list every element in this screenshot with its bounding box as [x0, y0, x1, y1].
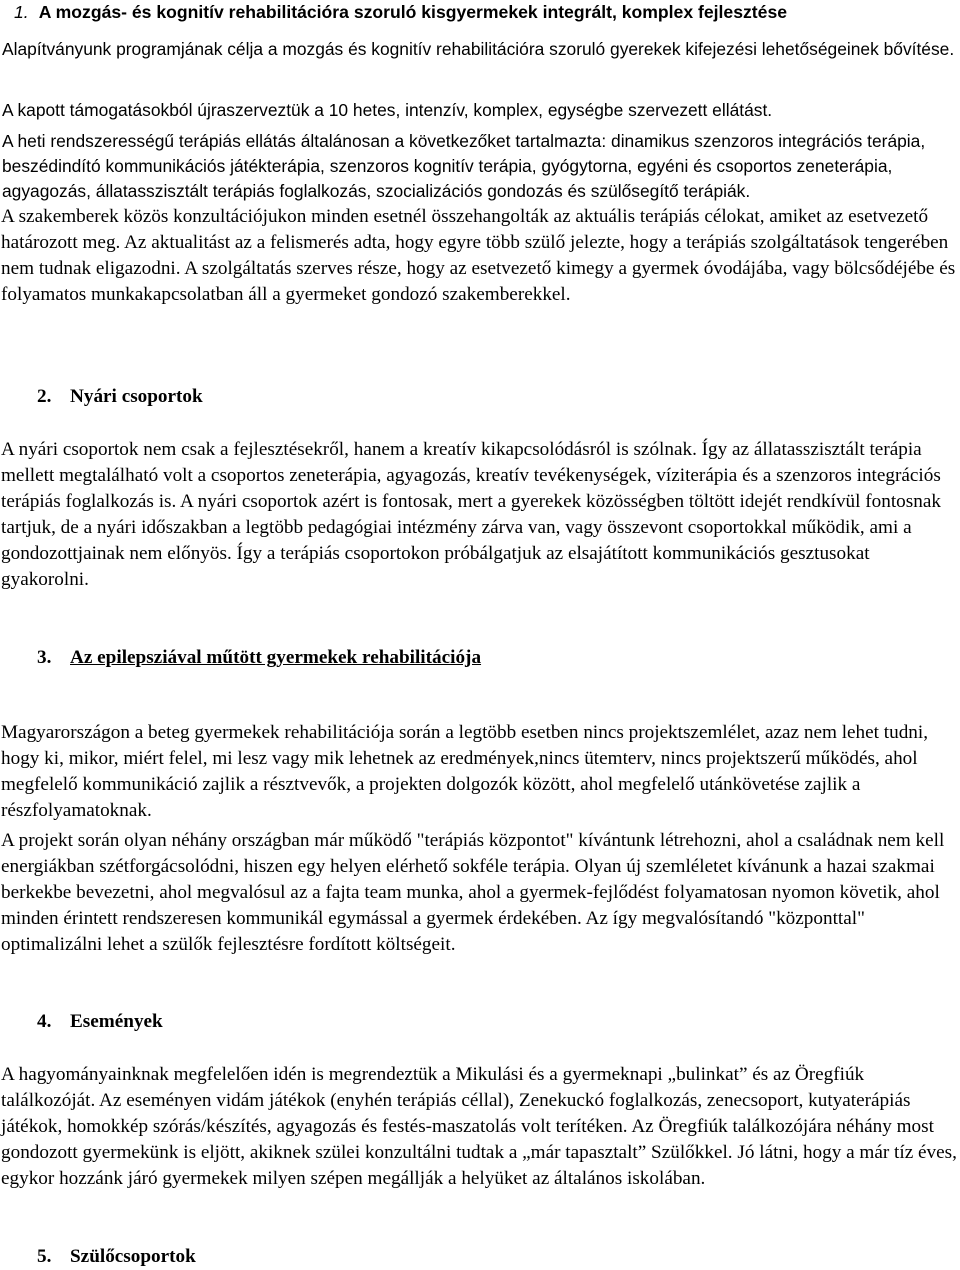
section-3-body-a: Magyarországon a beteg gyermekek rehabilitációja során a legtöbb esetben nincs projektszemlélet, azaz nem lehet tudni, hogy ki, mikor, miért felel, mi lesz vagy mik lehetnek az eredmények,nincs ütemterv, nincs projektszerű működés, ahol megfelelő kommunikáció zajlik a résztvevők, a projekten dolgozók között, ahol megfelelő utánkövetése zajlik a részfolyamatoknak. [1, 722, 929, 821]
section-1-heading [14, 0, 958, 25]
section-3-title: Az epilepsziával műtött gyermekek rehabilitációja [70, 647, 482, 668]
section-4-number: 4. [37, 1011, 52, 1032]
section-1-paragraph-b [2, 129, 958, 204]
section-1-paragraph-a: A kapott támogatásokból újraszerveztük a 10 hetes, intenzív, komplex, egységbe szervezett ellátást. [2, 100, 773, 120]
section-2-number: 2. [37, 386, 52, 407]
section-1-paragraph-b-text: A heti rendszerességű terápiás ellátás általánosan a következőket tartalmazta: dinamikus szenzoros integrációs terápia, beszédindító kommunikációs játékterápia, szenzoros kognitív terápia, gyógytorna, egyéni és csoportos zeneterápia, agyagozás, állatasszisztált terápiás foglalkozás, szocializációs gondozás és szülősegítő terápiák. [2, 131, 926, 201]
section-3-number: 3. [37, 647, 52, 668]
section-1-title: A mozgás- és kognitív rehabilitációra szoruló kisgyermekek integrált, komplex fejlesztése [38, 2, 788, 22]
section-4-heading [37, 1009, 163, 1035]
section-1-intro: Alapítványunk programjának célja a mozgás és kognitív rehabilitációra szoruló gyerekek kifejezési lehetőségeinek bővítése. [2, 39, 955, 59]
section-4-title: Események [70, 1011, 163, 1032]
section-2-title: Nyári csoportok [70, 386, 203, 407]
section-3-body-b: A projekt során olyan néhány országban már működő "terápiás központot" kívántunk létrehozni, ahol a családnak nem kell energiákban szétforgácsolódni, hiszen egy helyen elérhető sokféle terápia. Olyan új szemléletet kívánunk a hazai szakmai berkekbe bevezetni, ahol megvalósul az a fajta team munka, ahol a gyermek-fejlődést folyamatosan nyomon követik, ahol minden érintett rendszeresen kommunikál egymással a gyermek érdekében. Az így megvalósítandó "központtal" optimalizálni lehet a szülők fejlesztésre fordított költségeit. [1, 830, 945, 955]
section-1-paragraph-c: A szakemberek közös konzultációjukon minden esetnél összehangolták az aktuális terápiás célokat, amiket az esetvezető határozott meg. Az aktualitást az a felismerés adta, hogy egyre több szülő jelezte, hogy a terápiás szolgáltatások tengerében nem tudnak eligazodni. A szolgáltatás szerves része, hogy az esetvezető kimegy a gyermek óvodájába, vagy bölcsődéjébe és folyamatos munkakapcsolatban áll a gyermeket gondozó szakemberekkel. [1, 206, 956, 305]
section-5-title: Szülőcsoportok [70, 1246, 196, 1267]
section-5-heading [37, 1244, 196, 1270]
section-1-number: 1. [14, 2, 29, 22]
section-4-body: A hagyományainknak megfelelően idén is megrendeztük a Mikulási és a gyermeknapi „bulinkat” és az Öregfiúk találkozóját. Az eseményen vidám játékok (enyhén terápiás céllal), Zenekuckó foglalkozás, zenecsoport, kutyaterápiás játékok, homokkép szórás/készítés, agyagozás és festés-maszatolás volt terítéken. Az Öregfiúk találkozójára néhány most gondozott gyermekünk is eljött, akiknek szülei konzultálni tudtak a „már tapasztalt” Szülőkkel. Jó látni, hogy a már tíz éves, egykor hozzánk járó gyermekek milyen szépen megállják a helyüket az általános iskolában. [1, 1064, 957, 1189]
section-2-body: A nyári csoportok nem csak a fejlesztésekről, hanem a kreatív kikapcsolódásról is szólnak. Így az állatasszisztált terápia mellett megtalálható volt a csoportos zeneterápia, agyagozás, kreatív tevékenységek, víziterápia és a szenzoros integrációs terápiás foglalkozás is. A nyári csoportok azért is fontosak, mert a gyerekek közösségben töltött idejét rendkívül fontosnak tartjuk, de a nyári időszakban a legtöbb pedagógiai intézmény zárva van, vagy összevont csoportokkal működik, ami a gondozottjainak nem előnyös. Így a terápiás csoportokon próbálgatjuk az elsajátított kommunikációs gesztusokat gyakorolni. [1, 439, 941, 590]
section-3-heading [37, 645, 481, 671]
section-2-heading [37, 384, 203, 410]
section-5-number: 5. [37, 1246, 52, 1267]
